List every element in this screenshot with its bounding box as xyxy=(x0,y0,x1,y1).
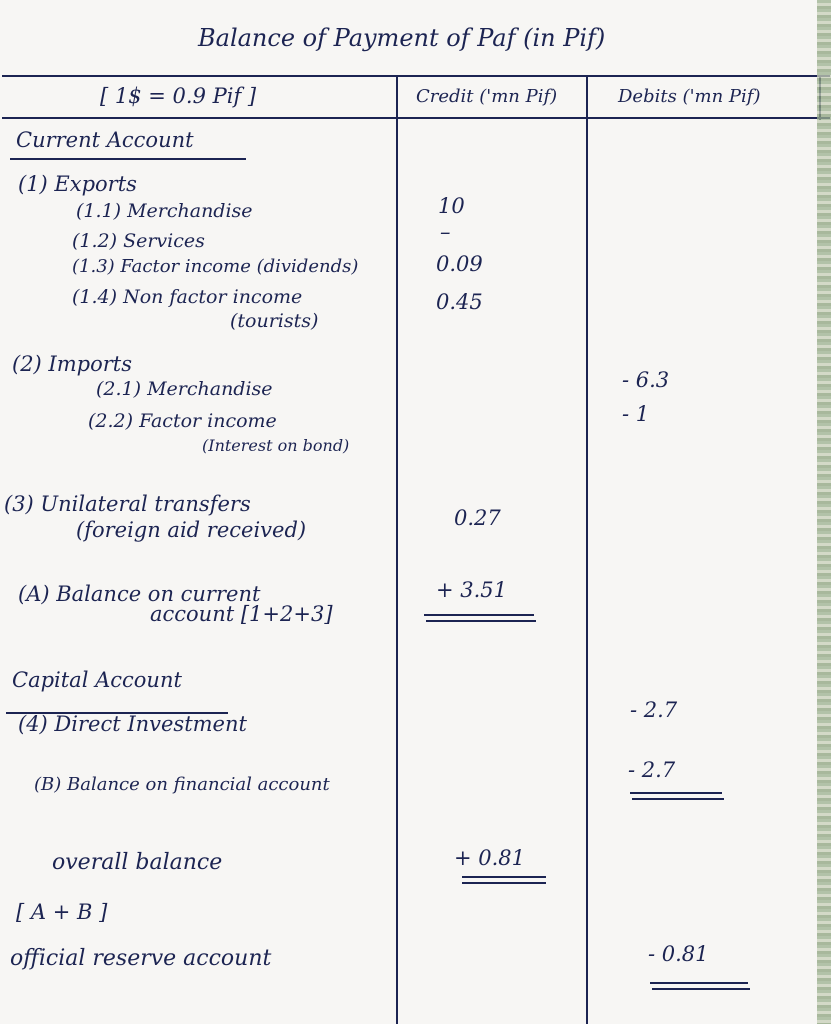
unilateral-transfers-label: (3) Unilateral transfers xyxy=(4,492,251,516)
exports-label: (1) Exports xyxy=(18,172,137,196)
merchandise-label: (1.1) Merchandise xyxy=(76,200,253,222)
page-title: Balance of Payment of Paf (in Pif) xyxy=(198,24,606,52)
financial-balance-debit: - 2.7 xyxy=(628,758,676,782)
current-balance-label-line2: account [1+2+3] xyxy=(150,602,333,626)
imports-merchandise-label: (2.1) Merchandise xyxy=(96,378,273,400)
imports-factor-income-label: (2.2) Factor income xyxy=(88,410,277,432)
unilateral-transfers-credit: 0.27 xyxy=(454,506,501,530)
imports-factor-income-note: (Interest on bond) xyxy=(202,436,350,455)
factor-income-label: (1.3) Factor income (dividends) xyxy=(72,256,359,277)
imports-factor-income-debit: - 1 xyxy=(622,402,650,426)
current-balance-credit: + 3.51 xyxy=(436,578,508,602)
direct-investment-debit: - 2.7 xyxy=(630,698,678,722)
direct-investment-label: (4) Direct Investment xyxy=(18,712,247,736)
credit-column-header: Credit ('mn Pif) xyxy=(416,86,558,107)
header-bottom-line xyxy=(2,117,830,119)
imports-label: (2) Imports xyxy=(12,352,132,376)
official-reserve-underline-1 xyxy=(650,982,748,984)
textured-edge xyxy=(817,0,831,1024)
current-balance-label-line1: (A) Balance on current xyxy=(18,582,261,606)
credit-column-left-line xyxy=(396,75,398,1024)
overall-balance-underline-1 xyxy=(462,876,546,878)
current-balance-underline-1 xyxy=(424,614,534,616)
official-reserve-debit: - 0.81 xyxy=(648,942,709,966)
current-account-heading: Current Account xyxy=(16,128,194,152)
overall-balance-credit: + 0.81 xyxy=(454,846,526,870)
debit-column-header: Debits ('mn Pif) xyxy=(618,86,761,107)
merchandise-credit: 10 xyxy=(438,194,465,218)
official-reserve-label: official reserve account xyxy=(10,946,272,971)
non-factor-income-note: (tourists) xyxy=(230,310,319,332)
overall-balance-formula: [ A + B ] xyxy=(16,900,108,924)
unilateral-transfers-note: (foreign aid received) xyxy=(76,518,307,542)
services-label: (1.2) Services xyxy=(72,230,205,252)
overall-balance-underline-2 xyxy=(462,882,546,884)
imports-merchandise-debit: - 6.3 xyxy=(622,368,670,392)
official-reserve-underline-2 xyxy=(652,988,750,990)
debit-column-left-line xyxy=(586,75,588,1024)
exchange-rate-header: [ 1$ = 0.9 Pif ] xyxy=(100,84,257,108)
factor-income-credit: 0.09 xyxy=(436,252,483,276)
financial-balance-underline-1 xyxy=(630,792,722,794)
current-balance-underline-2 xyxy=(426,620,536,622)
non-factor-income-label: (1.4) Non factor income xyxy=(72,286,303,308)
overall-balance-label: overall balance xyxy=(52,850,223,875)
services-credit: – xyxy=(440,220,451,244)
capital-account-heading: Capital Account xyxy=(12,668,182,692)
header-top-line xyxy=(2,75,830,77)
financial-balance-label: (B) Balance on financial account xyxy=(34,774,330,795)
current-account-underline xyxy=(10,158,246,160)
non-factor-income-credit: 0.45 xyxy=(436,290,483,314)
financial-balance-underline-2 xyxy=(632,798,724,800)
